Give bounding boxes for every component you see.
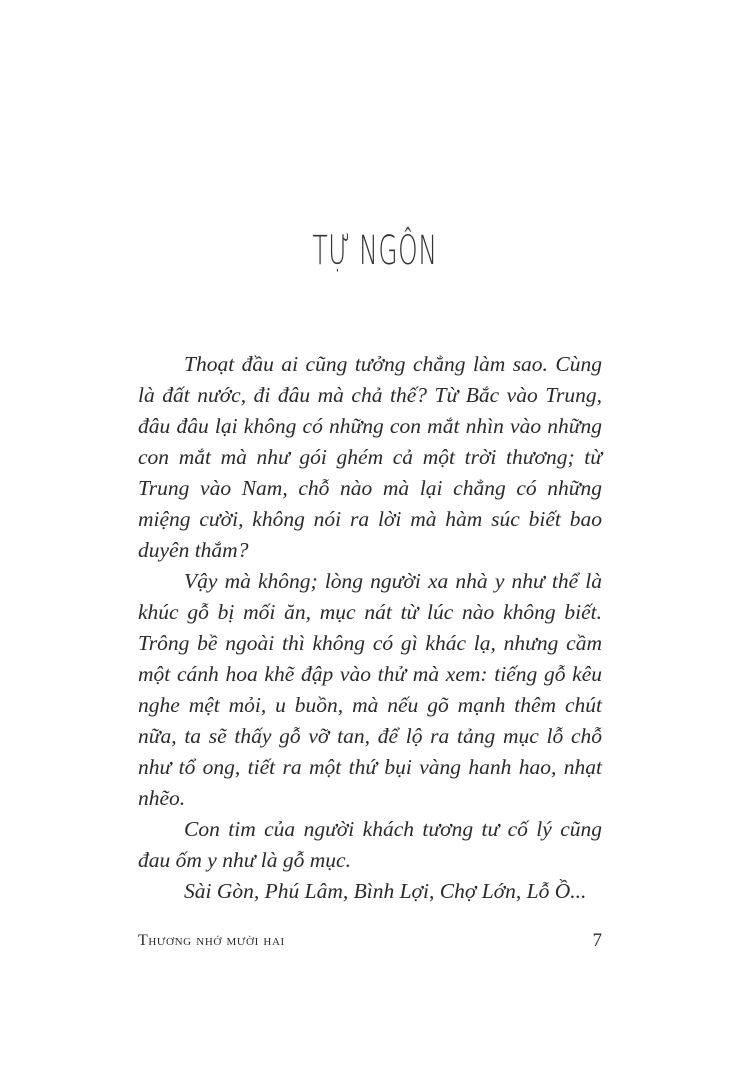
running-title: Thương nhớ mười hai [138,932,285,949]
paragraph-1: Thoạt đầu ai cũng tưởng chẳng làm sao. Cùng là đất nước, đi đâu mà chả thế? Từ Bắc vào Trung, đâu đâu lại không có những con mắt nhìn vào những con mắt mà như gói ghém cả một trời thương; từ Trung vào Nam, chỗ nào mà lại chẳng có những miệng cười, không nói ra lời mà hàm súc biết bao duyên thắm? [138,352,602,562]
page-footer [138,932,602,958]
paragraph-2: Vậy mà không; lòng người xa nhà y như thể là khúc gỗ bị mối ăn, mục nát từ lúc nào không biết. Trông bề ngoài thì không có gì khác lạ, nhưng cầm một cánh hoa khẽ đập vào thử mà xem: tiếng gỗ kêu nghe mệt mỏi, u buồn, mà nếu gõ mạnh thêm chút nữa, ta sẽ thấy gỗ vỡ tan, để lộ ra tảng mục lỗ chỗ như tổ ong, tiết ra một thứ bụi vàng hanh hao, nhạt nhẽo. [138,569,602,810]
chapter-body [138,349,602,907]
page-number: 7 [592,930,602,951]
paragraph-3: Con tim của người khách tương tư cố lý cũng đau ốm y như là gỗ mục. [138,817,602,872]
chapter-title: TỰ NGÔN [312,228,438,274]
paragraph-4: Sài Gòn, Phú Lâm, Bình Lợi, Chợ Lớn, Lỗ Ồ... [184,879,587,903]
